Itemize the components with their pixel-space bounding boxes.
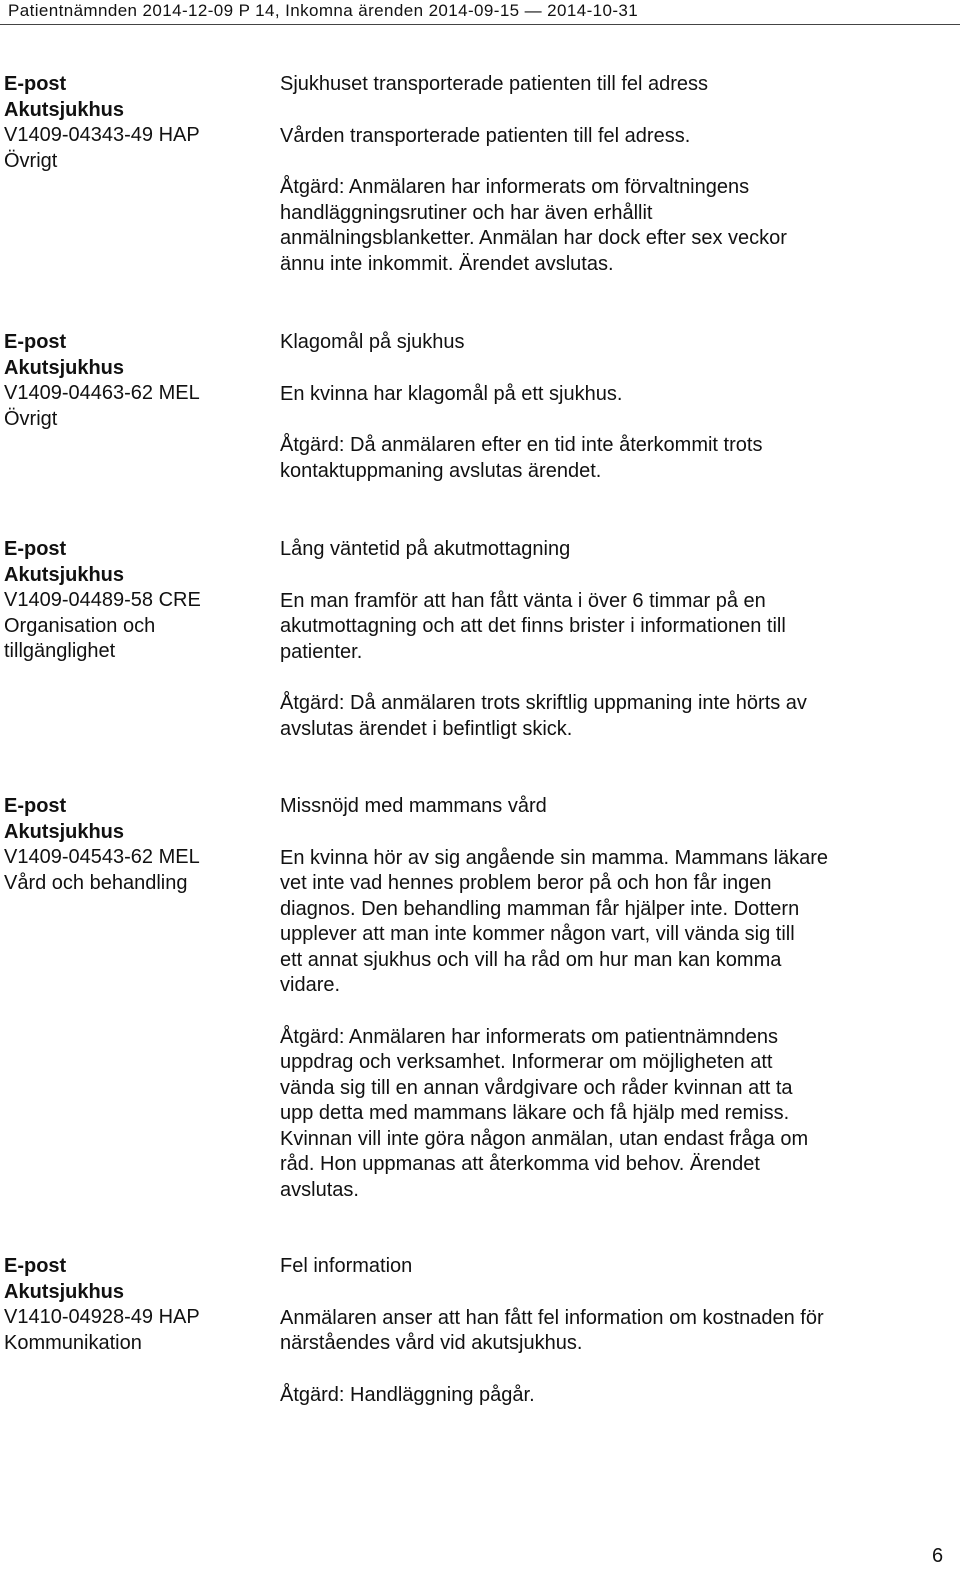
header-title: Patientnämnden 2014-12-09 P 14, Inkomna ärenden 2014-09-15 — 2014-10-31 bbox=[8, 1, 639, 20]
case-category: Organisation och bbox=[4, 614, 156, 637]
case-action: Åtgärd: Då anmälaren efter en tid inte återkommit trots kontaktuppmaning avslutas ärendet. bbox=[280, 434, 763, 482]
case-description: En kvinna har klagomål på ett sjukhus. bbox=[280, 382, 623, 405]
case-meta bbox=[4, 537, 264, 665]
case-id: V1409-04489-58 CRE bbox=[4, 589, 201, 611]
case-description: Vården transporterade patienten till fel adress. bbox=[280, 124, 691, 147]
case-unit: Akutsjukhus bbox=[4, 98, 125, 121]
case-unit: Akutsjukhus bbox=[4, 820, 125, 843]
case-action: Åtgärd: Anmälaren har informerats om patientnämndens uppdrag och verksamhet. Informerar om möjligheten att vända sig till en annan vårdgivare och råder kvinnan att ta upp detta med mammans läkare och få hjälp med remiss. Kvinnan vill inte göra någon anmälan, utan endast fråga om råd. Hon uppmanas att återkomma vid behov. Ärendet avslutas. bbox=[280, 1025, 809, 1201]
case-title: Lång väntetid på akutmottagning bbox=[280, 538, 571, 560]
case-description: Anmälaren anser att han fått fel information om kostnaden för närståendes vård vid akutsjukhus. bbox=[280, 1306, 824, 1354]
page-number: 6 bbox=[932, 1545, 944, 1567]
case-action: Åtgärd: Handläggning pågår. bbox=[280, 1383, 535, 1406]
case-channel: E-post bbox=[4, 1255, 67, 1277]
case-category: Vård och behandling bbox=[4, 871, 188, 894]
case-unit: Akutsjukhus bbox=[4, 563, 125, 586]
case-channel: E-post bbox=[4, 538, 67, 560]
case-id: V1410-04928-49 HAP bbox=[4, 1306, 200, 1328]
case-meta bbox=[4, 1254, 264, 1356]
case-title: Fel information bbox=[280, 1255, 413, 1277]
case-action: Åtgärd: Då anmälaren trots skriftlig uppmaning inte hörts av avslutas ärendet i befintligt skick. bbox=[280, 692, 807, 740]
page-header bbox=[0, 0, 960, 25]
case-category: Övrigt bbox=[4, 149, 58, 172]
case-description: En kvinna hör av sig angående sin mamma. Mammans läkare vet inte vad hennes problem beror på och hon får ingen diagnos. Den behandling mamman får hjälper inte. Dottern upplever att man inte kommer någon vart, vill vända sig till ett annat sjukhus och vill ha råd om hur man kan komma vidare. bbox=[280, 846, 829, 996]
case-channel: E-post bbox=[4, 73, 67, 95]
case-id: V1409-04463-62 MEL bbox=[4, 382, 200, 404]
case-channel: E-post bbox=[4, 795, 67, 817]
case-meta bbox=[4, 72, 264, 174]
case-title: Klagomål på sjukhus bbox=[280, 331, 465, 353]
case-body bbox=[280, 1254, 940, 1434]
case-category: Övrigt bbox=[4, 407, 58, 430]
case-category: Kommunikation bbox=[4, 1331, 142, 1354]
case-channel: E-post bbox=[4, 331, 67, 353]
case-body bbox=[280, 72, 940, 303]
case-description: En man framför att han fått vänta i över 6 timmar på en akutmottagning och att det finns brister i informationen till patienter. bbox=[280, 589, 786, 663]
case-id: V1409-04543-62 MEL bbox=[4, 846, 200, 868]
case-title: Missnöjd med mammans vård bbox=[280, 795, 547, 817]
case-title: Sjukhuset transporterade patienten till fel adress bbox=[280, 73, 709, 95]
case-body bbox=[280, 537, 940, 768]
case-meta bbox=[4, 330, 264, 432]
case-body bbox=[280, 794, 940, 1229]
case-meta bbox=[4, 794, 264, 896]
case-unit: Akutsjukhus bbox=[4, 356, 125, 379]
case-id: V1409-04343-49 HAP bbox=[4, 124, 200, 146]
case-action: Åtgärd: Anmälaren har informerats om förvaltningens handläggningsrutiner och har även erhållit anmälningsblanketter. Anmälan har dock efter sex veckor ännu inte inkommit. Ärendet avslutas. bbox=[280, 176, 787, 275]
case-category: tillgänglighet bbox=[4, 640, 116, 662]
case-unit: Akutsjukhus bbox=[4, 1280, 125, 1303]
case-body bbox=[280, 330, 940, 510]
